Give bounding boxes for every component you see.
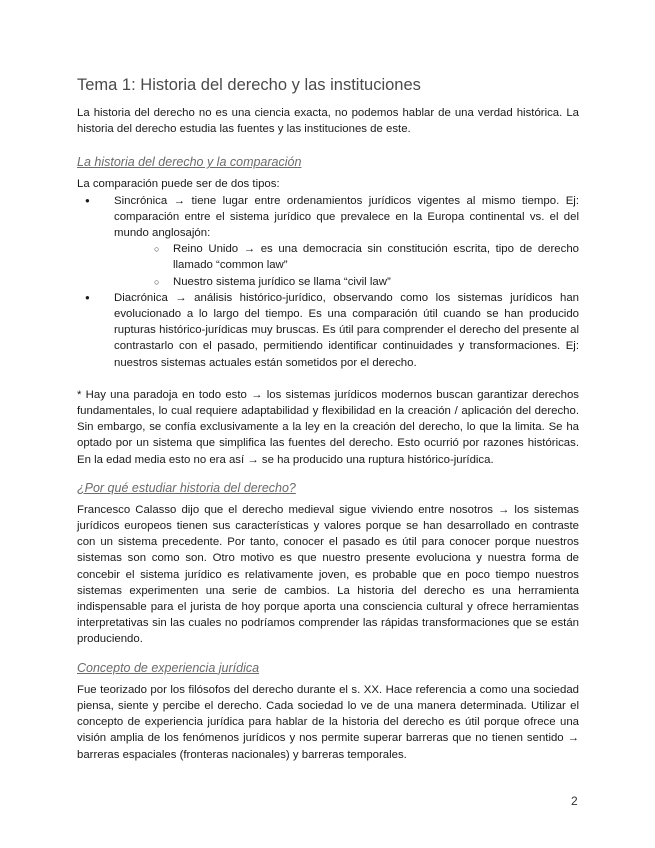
comparison-lead: La comparación puede ser de dos tipos: bbox=[77, 178, 280, 191]
section-heading-comparacion: La historia del derecho y la comparación bbox=[77, 155, 302, 170]
section2-body: Francesco Calasso dijo que el derecho medieval sigue viviendo entre nosotros → los sistemas jurídicos europeos tienen sus características y valores porque se han desarrollado en contraste con un sistema precedente. Por tanto, conocer el pasado es útil para conocer porque nuestros sistemas son como son. Otro motivo es que nuestro presente evoluciona y nuestra forma de concebir el sistema jurídico es relativamente joven, es probable que en poco tiempo nuestros sistemas experimenten una serie de cambios. La historia del derecho es una herramienta indispensable para el jurista de hoy porque aporta una consciencia cultural y ofrece herramientas interpretativas sin las cuales no podríamos comprender las rápidas transformaciones que se están produciendo. bbox=[77, 503, 579, 646]
document-page bbox=[77, 74, 579, 763]
section3-body: Fue teorizado por los filósofos del derecho durante el s. XX. Hace referencia a como una sociedad piensa, siente y percibe el derecho. Cada sociedad lo ve de una manera determinada. Utilizar el concepto de experiencia jurídica para hablar de la historia del derecho es útil porque ofrece una visión amplia de los fenómenos jurídicos y nos permite superar barreras que no tienen sentido → barreras espaciales (fronteras nacionales) y barreras temporales. bbox=[77, 683, 579, 761]
sublist-item: ○ Reino Unido → es una democracia sin constitución escrita, tipo de derecho llamado “common law” bbox=[153, 241, 579, 273]
section-heading-por-que: ¿Por qué estudiar historia del derecho? bbox=[77, 480, 296, 495]
list-item-sincronica bbox=[77, 193, 579, 290]
page-title: Tema 1: Historia del derecho y las instituciones bbox=[77, 76, 421, 94]
paradox-note: * Hay una paradoja en todo esto → los sistemas jurídicos modernos buscan garantizar derechos fundamentales, lo cual requiere adaptabilidad y flexibilidad en la creación / aplicación del derecho. Sin embargo, se confía exclusivamente a la ley en la creación del derecho, lo que la limita. Se ha optado por un sistema que simplifica las fuentes del derecho. Esto ocurrió por razones históricas. En la edad media esto no era así → se ha producido una ruptura histórico-jurídica. bbox=[77, 388, 579, 466]
list-item-diacronica: ● Diacrónica → análisis histórico-jurídico, observando como los sistemas jurídicos han evolucionado a lo largo del tiempo. Es una comparación útil cuando se han producido rupturas histórico-jurídicas muy bruscas. Es útil para comprender el derecho del presente al contrastarlo con el pasado, permitiendo identificar continuidades y transformaciones. Ej: nuestros sistemas actuales están sometidos por el derecho. bbox=[77, 290, 579, 371]
section-heading-experiencia: Concepto de experiencia jurídica bbox=[77, 660, 260, 675]
comparison-list bbox=[77, 193, 579, 371]
list-item-text: Sincrónica → tiene lugar entre ordenamientos jurídicos vigentes al mismo tiempo. Ej: comparación entre el sistema jurídico que prevalece en la Europa continental vs. el del mundo anglosajón: bbox=[114, 194, 579, 240]
sublist bbox=[114, 241, 579, 290]
page-number: 2 bbox=[571, 794, 578, 808]
sublist-item: ○ Nuestro sistema jurídico se llama “civil law” bbox=[153, 274, 579, 290]
intro-paragraph: La historia del derecho no es una ciencia exacta, no podemos hablar de una verdad histórica. La historia del derecho estudia las fuentes y las instituciones de este. bbox=[77, 107, 579, 136]
